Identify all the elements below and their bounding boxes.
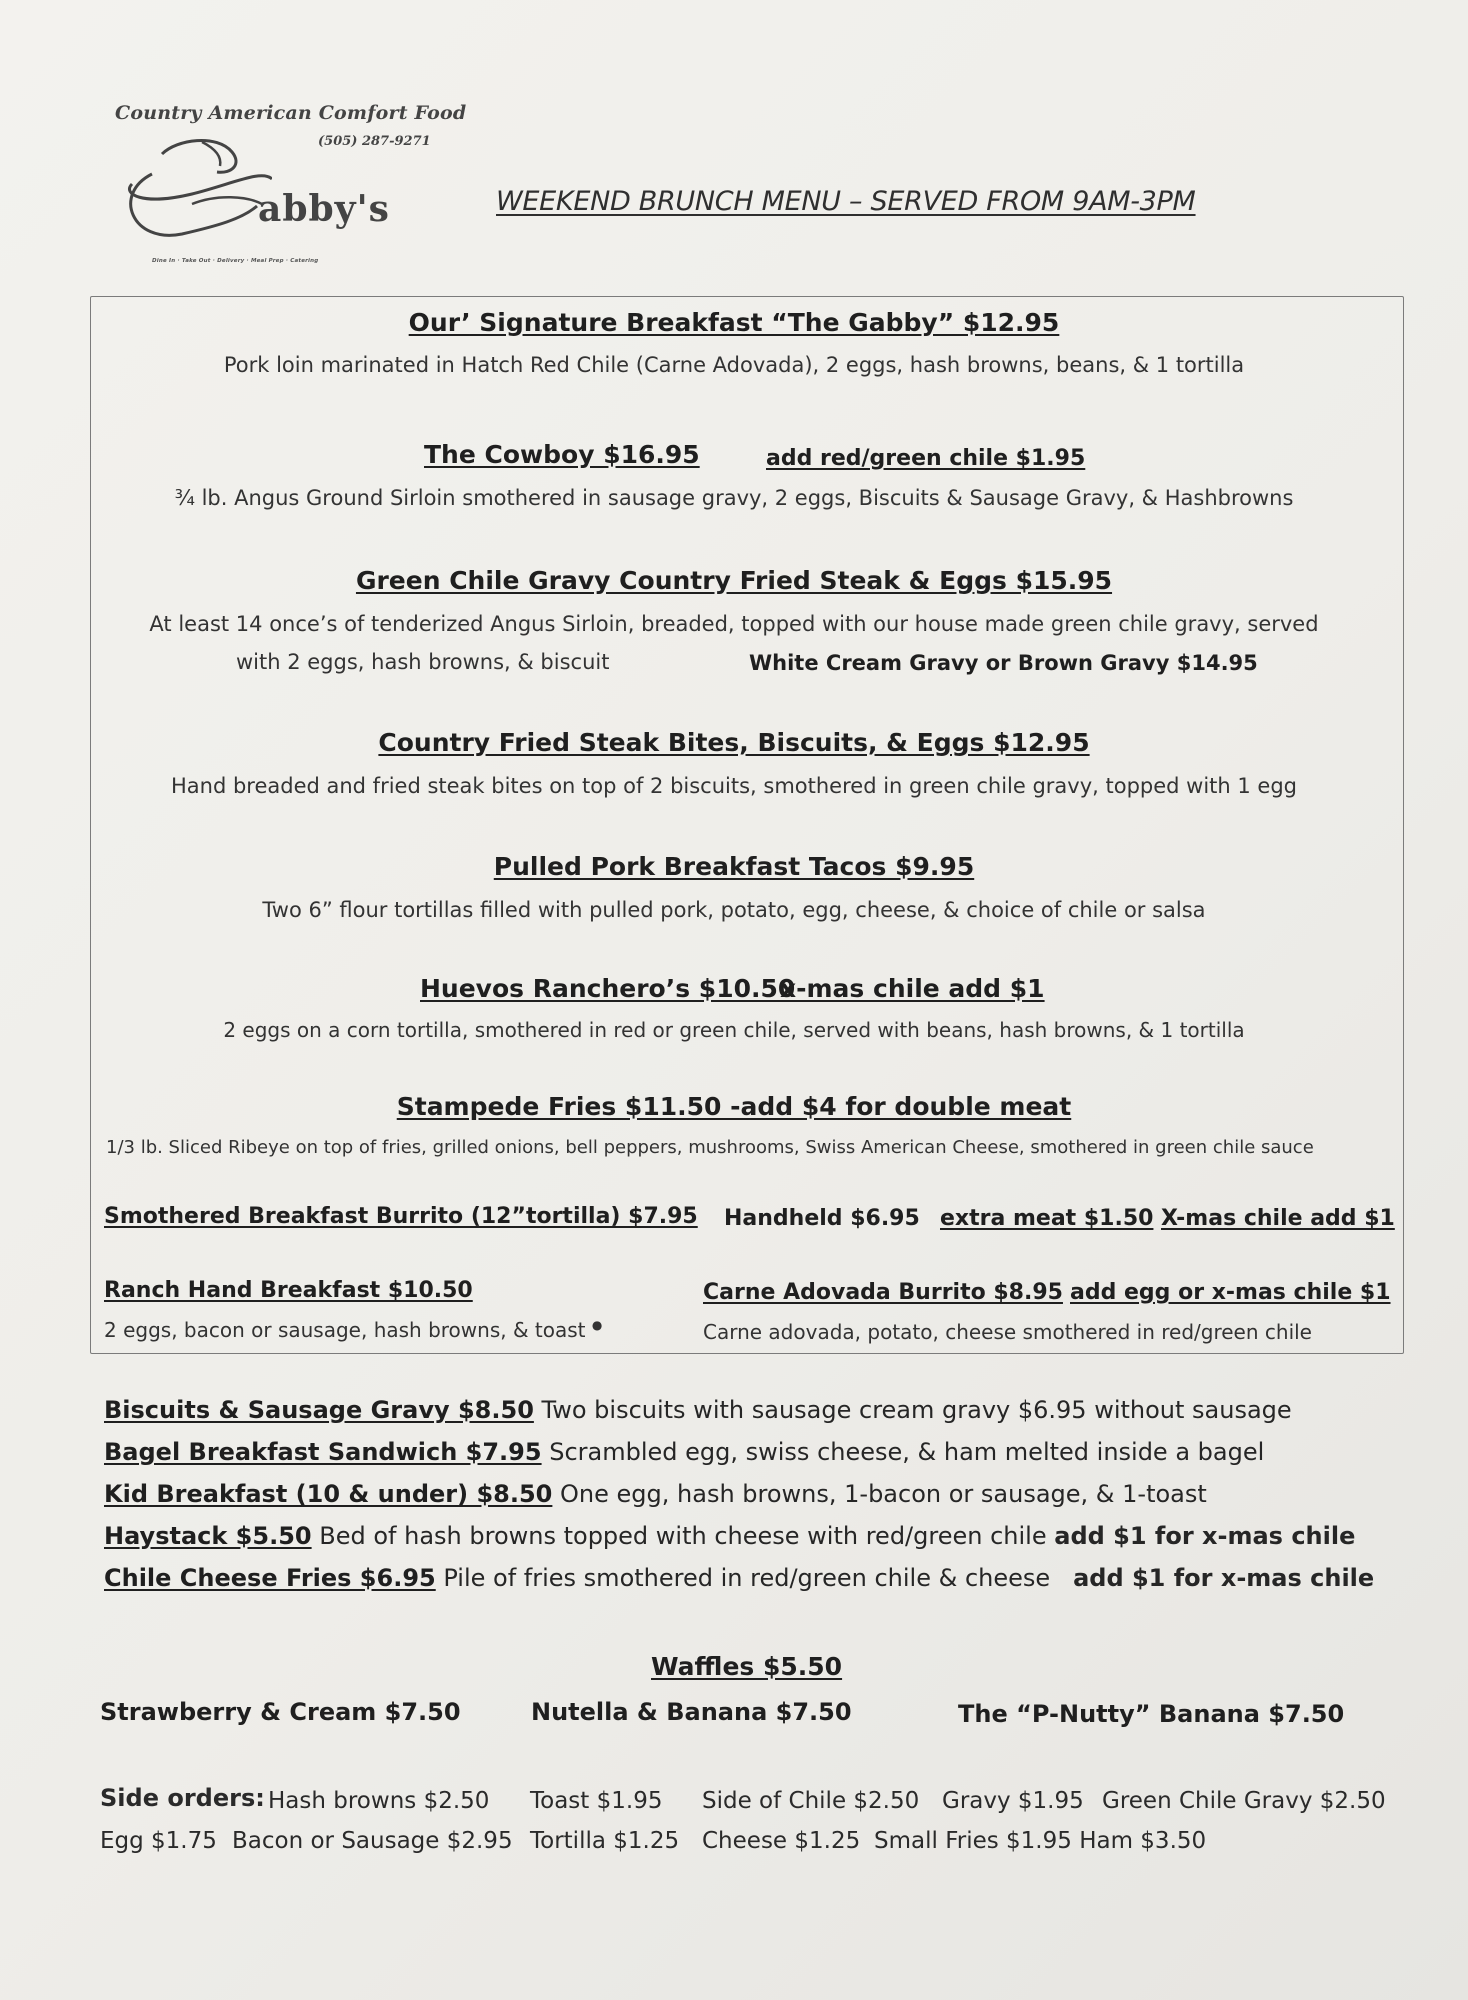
item-addon-carne-burrito: add egg or x-mas chile $1	[1070, 1280, 1391, 1305]
side-order-item: Egg $1.75	[100, 1828, 217, 1854]
item-title-green-chile-steak: Green Chile Gravy Country Fried Steak & Eggs $15.95	[355, 566, 1113, 595]
item-title-stampede: Stampede Fries $11.50 -add $4 for double meat	[396, 1092, 1072, 1121]
list-item: Bagel Breakfast Sandwich $7.95 Scrambled egg, swiss cheese, & ham melted inside a bagel	[104, 1438, 1265, 1466]
item-desc-huevos: 2 eggs on a corn tortilla, smothered in red or green chile, served with beans, hash browns, & 1 tortilla	[223, 1018, 1245, 1042]
item-desc-steak-bites: Hand breaded and fried steak bites on top of 2 biscuits, smothered in green chile gravy, topped with 1 egg	[170, 774, 1298, 798]
brand-subline: Dine In · Take Out · Delivery · Meal Prep · Catering	[152, 258, 319, 264]
list-item: Biscuits & Sausage Gravy $8.50 Two biscuits with sausage cream gravy $6.95 without sausage	[104, 1396, 1292, 1424]
item-addon-huevos: x-mas chile add $1	[780, 974, 1045, 1003]
item-title-gabby: Our’ Signature Breakfast “The Gabby” $12.95	[408, 308, 1060, 337]
side-order-item: Green Chile Gravy $2.50	[1102, 1788, 1386, 1814]
waffle-option: Nutella & Banana $7.50	[531, 1698, 852, 1726]
side-order-item: Cheese $1.25	[702, 1828, 861, 1854]
item-desc-carne-burrito: Carne adovada, potato, cheese smothered in red/green chile	[703, 1320, 1312, 1344]
side-order-item: Toast $1.95	[530, 1788, 663, 1814]
item-desc-gabby: Pork loin marinated in Hatch Red Chile (Carne Adovada), 2 eggs, hash browns, beans, & 1 tortilla	[223, 353, 1245, 377]
list-item: Chile Cheese Fries $6.95 Pile of fries smothered in red/green chile & cheese add $1 for x-mas chile	[104, 1564, 1375, 1592]
side-order-item: Bacon or Sausage $2.95	[232, 1828, 513, 1854]
item-title-steak-bites: Country Fried Steak Bites, Biscuits, & Eggs $12.95	[378, 728, 1090, 757]
item-title-huevos: Huevos Ranchero’s $10.50	[420, 974, 796, 1003]
item-title-cowboy: The Cowboy $16.95	[424, 440, 700, 469]
item-desc-cowboy: ¾ lb. Angus Ground Sirloin smothered in sausage gravy, 2 eggs, Biscuits & Sausage Gravy, & Hashbrowns	[174, 486, 1294, 510]
waffle-option: Strawberry & Cream $7.50	[100, 1698, 461, 1726]
list-item: Haystack $5.50 Bed of hash browns topped with cheese with red/green chile add $1 for x-mas chile	[104, 1522, 1356, 1550]
item-xmas-burrito: X-mas chile add $1	[1161, 1206, 1395, 1231]
item-extra-burrito: extra meat $1.50	[940, 1206, 1154, 1231]
item-title-burrito: Smothered Breakfast Burrito (12”tortilla) $7.95	[104, 1204, 698, 1229]
menu-title: WEEKEND BRUNCH MENU – SERVED FROM 9AM-3PM	[496, 186, 1196, 217]
featured-items-box	[90, 296, 1404, 1354]
item-desc-ranch-hand: 2 eggs, bacon or sausage, hash browns, & toast ●	[104, 1318, 603, 1342]
item-handheld-burrito: Handheld $6.95	[724, 1206, 920, 1231]
cowboy-hat-logo-icon	[122, 134, 272, 254]
waffles-title: Waffles $5.50	[651, 1652, 843, 1681]
side-order-item: Small Fries $1.95 Ham $3.50	[874, 1828, 1207, 1854]
item-desc-green-chile-steak: At least 14 once’s of tenderized Angus Sirloin, breaded, topped with our house made green chile gravy, served	[149, 612, 1319, 636]
phone-number: (505) 287-9271	[318, 134, 431, 149]
item-title-tacos: Pulled Pork Breakfast Tacos $9.95	[493, 852, 975, 881]
item-title-ranch-hand: Ranch Hand Breakfast $10.50	[104, 1278, 473, 1303]
item-desc-green-chile-steak-2: with 2 eggs, hash browns, & biscuit	[236, 650, 610, 674]
item-addon-cowboy: add red/green chile $1.95	[766, 446, 1086, 471]
side-order-item: Side of Chile $2.50	[702, 1788, 920, 1814]
bullet-mark-icon: ●	[591, 1318, 603, 1332]
side-order-item: Hash browns $2.50	[268, 1788, 490, 1814]
side-order-item: Gravy $1.95	[942, 1788, 1084, 1814]
item-desc-stampede: 1/3 lb. Sliced Ribeye on top of fries, grilled onions, bell peppers, mushrooms, Swiss American Cheese, smothered in green chile sauce	[106, 1137, 1314, 1158]
brand-name: abby's	[258, 188, 390, 230]
waffle-option: The “P-Nutty” Banana $7.50	[958, 1700, 1345, 1728]
side-orders-label: Side orders:	[100, 1784, 265, 1812]
item-alt-green-chile-steak: White Cream Gravy or Brown Gravy $14.95	[749, 651, 1258, 675]
item-desc-tacos: Two 6” flour tortillas filled with pulled pork, potato, egg, cheese, & choice of chile or salsa	[262, 898, 1206, 922]
tagline: Country American Comfort Food	[115, 102, 467, 124]
side-order-item: Tortilla $1.25	[530, 1828, 680, 1854]
list-item: Kid Breakfast (10 & under) $8.50 One egg, hash browns, 1-bacon or sausage, & 1-toast	[104, 1480, 1207, 1508]
item-title-carne-burrito: Carne Adovada Burrito $8.95	[703, 1280, 1063, 1305]
